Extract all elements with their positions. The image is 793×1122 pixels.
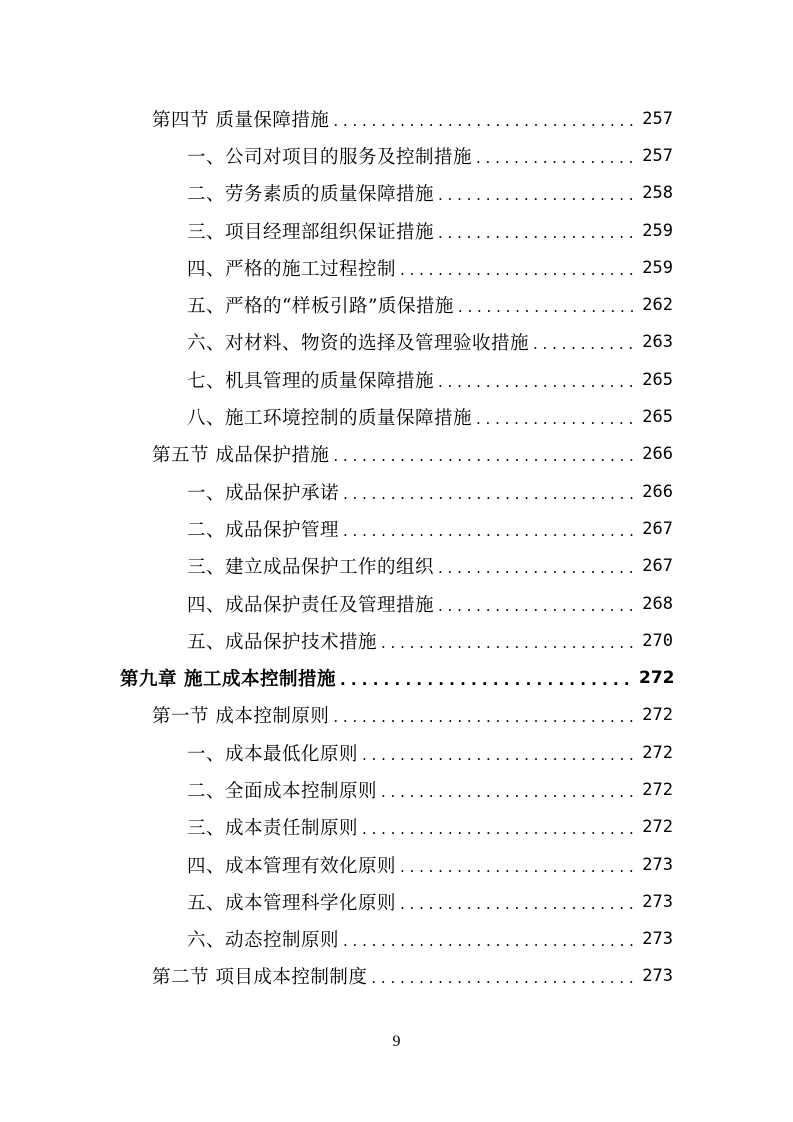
toc-dot-leader <box>438 186 635 204</box>
toc-entry-title: 第五节 成品保护措施 <box>152 445 330 467</box>
toc-section-entry[interactable] <box>0 436 793 473</box>
toc-dot-leader <box>333 112 635 130</box>
toc-entry-page-number: 273 <box>642 891 673 912</box>
toc-dot-leader <box>362 820 635 838</box>
toc-entry-page-number: 272 <box>642 779 673 800</box>
toc-entry-title: 第九章 施工成本控制措施 <box>120 669 336 691</box>
toc-entry-page-number: 258 <box>642 183 673 204</box>
toc-entry-title: 七、机具管理的质量保障措施 <box>187 370 435 392</box>
toc-entry-title: 五、严格的“样板引路”质保措施 <box>187 296 454 318</box>
toc-dot-leader <box>371 969 635 987</box>
toc-entry-page-number: 266 <box>642 444 673 465</box>
toc-entry-page-number: 272 <box>642 705 673 726</box>
toc-entry-title: 八、施工环境控制的质量保障措施 <box>187 408 473 430</box>
toc-dot-leader <box>362 746 635 764</box>
toc-dot-leader <box>438 597 635 615</box>
page-number: 9 <box>392 1033 401 1050</box>
toc-entry-title: 一、公司对项目的服务及控制措施 <box>187 146 473 168</box>
toc-dot-leader <box>343 485 635 503</box>
toc-entry-title: 三、成本责任制原则 <box>187 818 359 840</box>
toc-subsection-entry[interactable] <box>0 324 793 361</box>
toc-entry-title: 一、成品保护承诺 <box>187 482 340 504</box>
toc-entry-page-number: 259 <box>642 220 673 241</box>
toc-subsection-entry[interactable] <box>0 883 793 920</box>
toc-dot-leader <box>333 447 635 465</box>
toc-dot-leader <box>458 298 635 316</box>
toc-dot-leader <box>333 708 635 726</box>
toc-entry-page-number: 273 <box>642 854 673 875</box>
toc-subsection-entry[interactable] <box>0 510 793 547</box>
toc-subsection-entry[interactable] <box>0 622 793 659</box>
toc-dot-leader <box>476 410 635 428</box>
toc-entry-page-number: 262 <box>642 295 673 316</box>
toc-subsection-entry[interactable] <box>0 809 793 846</box>
toc-dot-leader <box>438 224 635 242</box>
toc-dot-leader <box>476 149 635 167</box>
toc-dot-leader <box>533 335 635 353</box>
toc-subsection-entry[interactable] <box>0 398 793 435</box>
toc-dot-leader <box>381 783 635 801</box>
toc-section-entry[interactable] <box>0 697 793 734</box>
toc-dot-leader <box>438 373 635 391</box>
toc-entry-page-number: 272 <box>642 742 673 763</box>
toc-section-entry[interactable] <box>0 958 793 995</box>
toc-entry-title: 二、劳务素质的质量保障措施 <box>187 184 435 206</box>
table-of-contents <box>0 100 793 995</box>
toc-entry-page-number: 259 <box>642 257 673 278</box>
toc-entry-page-number: 273 <box>642 966 673 987</box>
toc-dot-leader <box>343 932 635 950</box>
toc-section-entry[interactable] <box>0 100 793 137</box>
toc-dot-leader <box>343 522 635 540</box>
toc-entry-page-number: 268 <box>642 593 673 614</box>
toc-entry-page-number: 270 <box>642 630 673 651</box>
toc-entry-title: 二、全面成本控制原则 <box>187 780 378 802</box>
toc-subsection-entry[interactable] <box>0 585 793 622</box>
toc-entry-title: 四、严格的施工过程控制 <box>187 258 397 280</box>
toc-subsection-entry[interactable] <box>0 212 793 249</box>
toc-entry-page-number: 273 <box>642 929 673 950</box>
toc-entry-page-number: 272 <box>642 817 673 838</box>
toc-subsection-entry[interactable] <box>0 286 793 323</box>
toc-entry-title: 第四节 质量保障措施 <box>152 109 330 131</box>
toc-entry-page-number: 265 <box>642 407 673 428</box>
toc-entry-page-number: 257 <box>642 108 673 129</box>
toc-dot-leader <box>381 634 635 652</box>
toc-entry-title: 一、成本最低化原则 <box>187 743 359 765</box>
toc-entry-title: 六、动态控制原则 <box>187 930 340 952</box>
toc-entry-title: 六、对材料、物资的选择及管理验收措施 <box>187 333 530 355</box>
toc-entry-page-number: 263 <box>642 332 673 353</box>
toc-subsection-entry[interactable] <box>0 249 793 286</box>
toc-entry-page-number: 267 <box>642 556 673 577</box>
toc-dot-leader <box>340 671 635 689</box>
toc-dot-leader <box>400 895 635 913</box>
toc-chapter-entry[interactable] <box>0 659 793 696</box>
toc-subsection-entry[interactable] <box>0 548 793 585</box>
toc-entry-page-number: 266 <box>642 481 673 502</box>
toc-subsection-entry[interactable] <box>0 175 793 212</box>
toc-entry-page-number: 257 <box>642 145 673 166</box>
toc-entry-title: 三、建立成品保护工作的组织 <box>187 557 435 579</box>
toc-subsection-entry[interactable] <box>0 734 793 771</box>
toc-entry-title: 四、成本管理有效化原则 <box>187 855 397 877</box>
toc-entry-page-number: 272 <box>639 668 675 689</box>
toc-subsection-entry[interactable] <box>0 771 793 808</box>
toc-entry-title: 第一节 成本控制原则 <box>152 706 330 728</box>
toc-subsection-entry[interactable] <box>0 361 793 398</box>
toc-subsection-entry[interactable] <box>0 473 793 510</box>
toc-dot-leader <box>400 858 635 876</box>
toc-entry-title: 五、成品保护技术措施 <box>187 631 378 653</box>
toc-dot-leader <box>438 559 635 577</box>
toc-dot-leader <box>400 261 635 279</box>
toc-subsection-entry[interactable] <box>0 137 793 174</box>
toc-entry-title: 第二节 项目成本控制制度 <box>152 967 368 989</box>
toc-entry-page-number: 267 <box>642 518 673 539</box>
toc-entry-title: 四、成品保护责任及管理措施 <box>187 594 435 616</box>
toc-subsection-entry[interactable] <box>0 921 793 958</box>
toc-entry-page-number: 265 <box>642 369 673 390</box>
toc-subsection-entry[interactable] <box>0 846 793 883</box>
toc-entry-title: 五、成本管理科学化原则 <box>187 892 397 914</box>
toc-entry-title: 三、项目经理部组织保证措施 <box>187 221 435 243</box>
toc-entry-title: 二、成品保护管理 <box>187 519 340 541</box>
